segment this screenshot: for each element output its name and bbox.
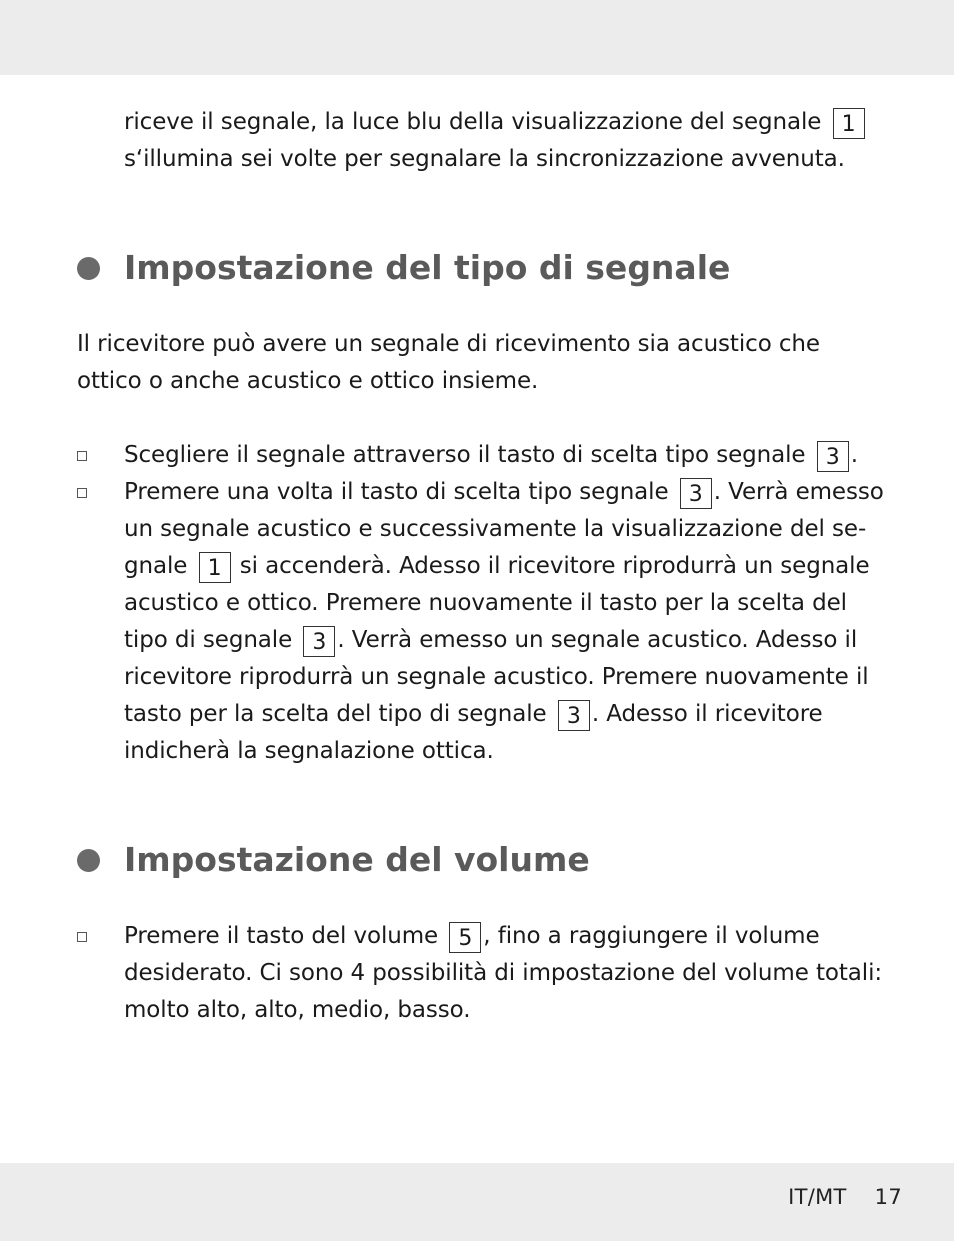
- section-intro-paragraph: Il ricevitore può avere un segnale di ricevimento sia acustico che ottico o anche acustico e ottico insieme.: [77, 331, 820, 394]
- section-heading-text: Impostazione del volume: [124, 840, 590, 879]
- part-reference-number: 5: [449, 922, 481, 953]
- part-reference-number: 3: [558, 700, 590, 731]
- checkbox-icon: [77, 932, 87, 942]
- bullet-dot-icon: [77, 849, 100, 872]
- page-number: 17: [874, 1185, 902, 1209]
- part-reference-number: 1: [833, 108, 865, 139]
- step-text: Premere il tasto del volume: [124, 923, 439, 949]
- step-text: .: [850, 442, 858, 468]
- instruction-step: [124, 437, 884, 474]
- bullet-dot-icon: [77, 257, 100, 280]
- instruction-step: [124, 474, 884, 770]
- section-heading-text: Impostazione del tipo di segnale: [124, 248, 731, 287]
- part-reference-number: 1: [199, 552, 231, 583]
- step-text: . Verrà emesso un segnale acustico. Adesso il ricevitore riprodurrà un segnale acustico. Premere nuovamente il tasto per la scelta del tipo di segnale: [124, 627, 869, 727]
- header-band: [0, 0, 954, 75]
- page-footer: [788, 1185, 902, 1209]
- paragraph-text: riceve il segnale, la luce blu della visualizzazione del segnale: [124, 109, 822, 135]
- step-text: si accenderà. Adesso il ricevitore riprodurrà un segnale acustico e ottico. Premere nuovamente il tasto per la scelta del tipo di segnale: [124, 553, 870, 653]
- part-reference-number: 3: [303, 626, 335, 657]
- step-text: , fino a raggiungere il volume desiderato. Ci sono 4 possibilità di impostazione del volume totali: molto alto, alto, medio, basso.: [124, 923, 883, 1023]
- step-text: Scegliere il segnale attraverso il tasto di scelta tipo segnale: [124, 442, 806, 468]
- step-text: . Adesso il ricevitore indicherà la segnalazione ottica.: [124, 701, 823, 764]
- language-code: IT/MT: [788, 1185, 847, 1209]
- continued-paragraph: [124, 104, 904, 178]
- part-reference-number: 3: [680, 478, 712, 509]
- instruction-step: [124, 918, 884, 1029]
- section-heading: [77, 248, 730, 288]
- step-text: . Verrà emesso un segnale acustico e successivamente la visualizzazione del segnale: [124, 479, 884, 579]
- paragraph-text: s‘illumina sei volte per segnalare la sincronizzazione avvenuta.: [124, 146, 845, 172]
- step-text: Premere una volta il tasto di scelta tipo segnale: [124, 479, 669, 505]
- checkbox-icon: [77, 451, 87, 461]
- section-heading: [77, 840, 590, 880]
- part-reference-number: 3: [817, 441, 849, 472]
- checkbox-icon: [77, 488, 87, 498]
